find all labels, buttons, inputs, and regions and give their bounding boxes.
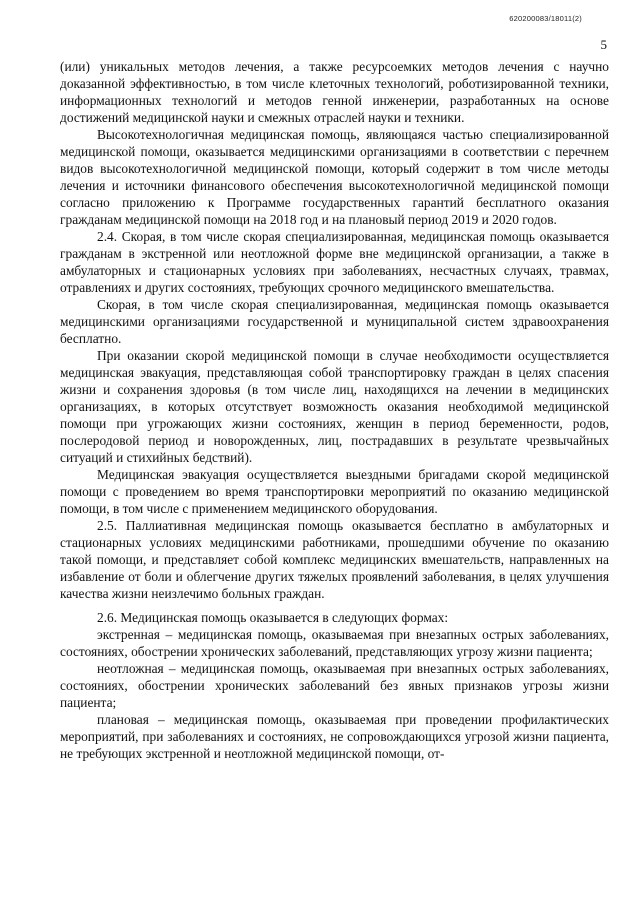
paragraph-section-2-4: 2.4. Скорая, в том числе скорая специализированная, медицинская помощь оказывается гражданам в экстренной или неотложной форме вне медицинской организации, а также в амбулаторных и стационарных условиях при заболеваниях, несчастных случаях, травмах, отравлениях и других состояниях, требующих срочного медицинского вмешательства. <box>60 229 609 295</box>
document-code: 620200083/18011(2) <box>509 14 582 23</box>
page-number: 5 <box>600 37 607 52</box>
paragraph-form-planned: плановая – медицинская помощь, оказываемая при проведении профилактических мероприятий, при заболеваниях и состояниях, не сопровождающихся угрозой жизни пациента, не требующих экстренной и неотложной медицинской помощи, от- <box>60 712 609 761</box>
paragraph-continuation: (или) уникальных методов лечения, а также ресурсоемких методов лечения с научно доказанной эффективностью, в том числе клеточных технологий, роботизированной техники, информационных технологий и методов генной инженерии, разработанных на основе достижений медицинской науки и смежных отраслей науки и техники. <box>60 59 609 125</box>
paragraph-section-2-6: 2.6. Медицинская помощь оказывается в следующих формах: <box>97 610 449 625</box>
document-body <box>60 58 609 762</box>
paragraph-form-emergency: экстренная – медицинская помощь, оказываемая при внезапных острых заболеваниях, состояниях, обострении хронических заболеваний, представляющих угрозу жизни пациента; <box>60 627 609 659</box>
paragraph-evacuation-teams: Медицинская эвакуация осуществляется выездными бригадами скорой медицинской помощи с проведением во время транспортировки мероприятий по оказанию медицинской помощи, в том числе с применением медицинского оборудования. <box>60 467 609 516</box>
paragraph-medical-evacuation: При оказании скорой медицинской помощи в случае необходимости осуществляется медицинская эвакуация, представляющая собой транспортировку граждан в целях спасения жизни и сохранения здоровья (в том числе лиц, находящихся на лечении в медицинских организациях, в которых отсутствует возможность оказания необходимой медицинской помощи при угрожающих жизни состояниях, женщин в период беременности, родов, послеродовой период и новорожденных, лиц, пострадавших в результате чрезвычайных ситуаций и стихийных бедствий). <box>60 348 609 465</box>
paragraph-form-urgent: неотложная – медицинская помощь, оказываемая при внезапных острых заболеваниях, состояниях, обострении хронических заболеваний без явных признаков угрозы жизни пациента; <box>60 661 609 710</box>
paragraph-section-2-5: 2.5. Паллиативная медицинская помощь оказывается бесплатно в амбулаторных и стационарных условиях медицинскими работниками, прошедшими обучение по оказанию такой помощи, и представляет собой комплекс медицинских вмешательств, направленных на избавление от боли и облегчение других тяжелых проявлений заболевания, в целях улучшения качества жизни неизлечимо больных граждан. <box>60 518 609 601</box>
paragraph-emergency-free: Скорая, в том числе скорая специализированная, медицинская помощь оказывается медицинскими организациями государственной и муниципальной систем здравоохранения бесплатно. <box>60 297 609 346</box>
paragraph-high-tech-care: Высокотехнологичная медицинская помощь, являющаяся частью специализированной медицинской помощи, оказывается медицинскими организациями в соответствии с перечнем видов высокотехнологичной медицинской помощи, который содержит в том числе методы лечения и источники финансового обеспечения высокотехнологичной медицинской помощи согласно приложению к Программе государственных гарантий бесплатного оказания гражданам медицинской помощи на 2018 год и на плановый период 2019 и 2020 годов. <box>60 127 609 227</box>
